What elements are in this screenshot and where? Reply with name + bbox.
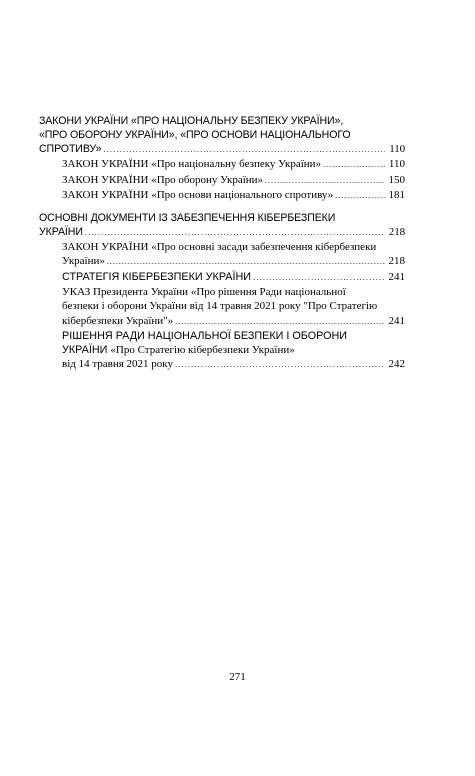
- toc-item-text: України»: [62, 255, 105, 267]
- toc-item-text: «Про Стратегію кібербезпеки України»: [110, 344, 295, 356]
- toc-section-title-line: [39, 225, 405, 240]
- toc-item-line: [62, 314, 405, 330]
- toc-item-line: [62, 157, 405, 173]
- toc-item-presidential-decree[interactable]: [62, 285, 405, 330]
- toc-section-title-text: УКРАЇНИ: [39, 225, 83, 238]
- toc-item-line: УКАЗ Президента України «Про рішення Ради національної: [62, 285, 346, 298]
- toc-item-line: РІШЕННЯ РАДИ НАЦІОНАЛЬНОЇ БЕЗПЕКИ І ОБОРОНИ: [62, 330, 348, 342]
- dot-leader: [107, 255, 385, 270]
- toc-page-number: 150: [388, 173, 405, 186]
- toc-item-text: ЗАКОН УКРАЇНИ «Про оборону України»: [62, 173, 264, 186]
- section-spacer: [39, 204, 405, 211]
- toc-item-defense-law[interactable]: [62, 173, 405, 189]
- dot-leader: [175, 358, 385, 372]
- toc-section-laws[interactable]: [39, 114, 405, 157]
- toc-page-number: 218: [388, 225, 405, 238]
- table-of-contents: [39, 114, 405, 372]
- toc-item-text: УКРАЇНИ: [62, 344, 111, 356]
- toc-section-cybersecurity-documents[interactable]: [39, 211, 405, 240]
- toc-page-number: 181: [388, 189, 405, 201]
- toc-section-title-line: ОСНОВНІ ДОКУМЕНТИ ІЗ ЗАБЕЗПЕЧЕННЯ КІБЕРБЕЗПЕКИ: [39, 211, 336, 224]
- toc-item-nsdc-decision[interactable]: [62, 329, 405, 372]
- toc-page-number: 218: [388, 255, 405, 267]
- toc-item-line: [62, 343, 405, 357]
- toc-page-number: 241: [388, 270, 405, 283]
- dot-leader: [253, 271, 385, 285]
- toc-item-text: СТРАТЕГІЯ КІБЕРБЕЗПЕКИ УКРАЇНИ: [62, 270, 252, 283]
- dot-leader: [175, 315, 385, 330]
- toc-item-line: ЗАКОН УКРАЇНИ «Про основні засади забезпечення кібербезпеки: [62, 240, 377, 253]
- dot-leader: [323, 158, 385, 173]
- page-number: 271: [229, 671, 246, 683]
- toc-section-title-text: СПРОТИВУ»: [39, 143, 102, 155]
- toc-item-line: [62, 357, 405, 372]
- toc-page-number: 242: [388, 358, 405, 370]
- toc-section-title-line: ЗАКОНИ УКРАЇНИ «ПРО НАЦІОНАЛЬНУ БЕЗПЕКУ УКРАЇНИ»,: [39, 115, 344, 127]
- toc-item-line: [62, 254, 405, 270]
- toc-page-number: 110: [389, 143, 405, 155]
- toc-section-title-line: «ПРО ОБОРОНУ УКРАЇНИ», «ПРО ОСНОВИ НАЦІОНАЛЬНОГО: [39, 129, 351, 141]
- toc-item-line: безпеки і оборони України від 14 травня 2021 року "Про Стратегію: [62, 300, 378, 312]
- toc-page-number: 110: [388, 158, 405, 170]
- toc-item-line: [62, 188, 405, 204]
- toc-item-national-security-law[interactable]: [62, 157, 405, 173]
- dot-leader: [335, 189, 385, 204]
- toc-item-text: від 14 травня 2021 року: [62, 358, 173, 370]
- toc-item-line: [62, 173, 405, 189]
- toc-item-cybersecurity-strategy[interactable]: [62, 270, 405, 285]
- toc-item-cybersecurity-law[interactable]: [62, 240, 405, 270]
- dot-leader: [103, 143, 385, 157]
- dot-leader: [85, 226, 385, 240]
- toc-item-text: кібербезпеки України"»: [62, 314, 174, 327]
- toc-section-title-line: [39, 142, 405, 157]
- toc-page-number: 241: [388, 314, 405, 327]
- toc-item-national-resistance-law[interactable]: [62, 188, 405, 204]
- toc-item-text: ЗАКОН УКРАЇНИ «Про основи національного спротиву»: [62, 189, 334, 201]
- toc-item-text: ЗАКОН УКРАЇНИ «Про національну безпеку України»: [62, 158, 322, 170]
- dot-leader: [265, 174, 385, 189]
- toc-item-line: [62, 270, 405, 285]
